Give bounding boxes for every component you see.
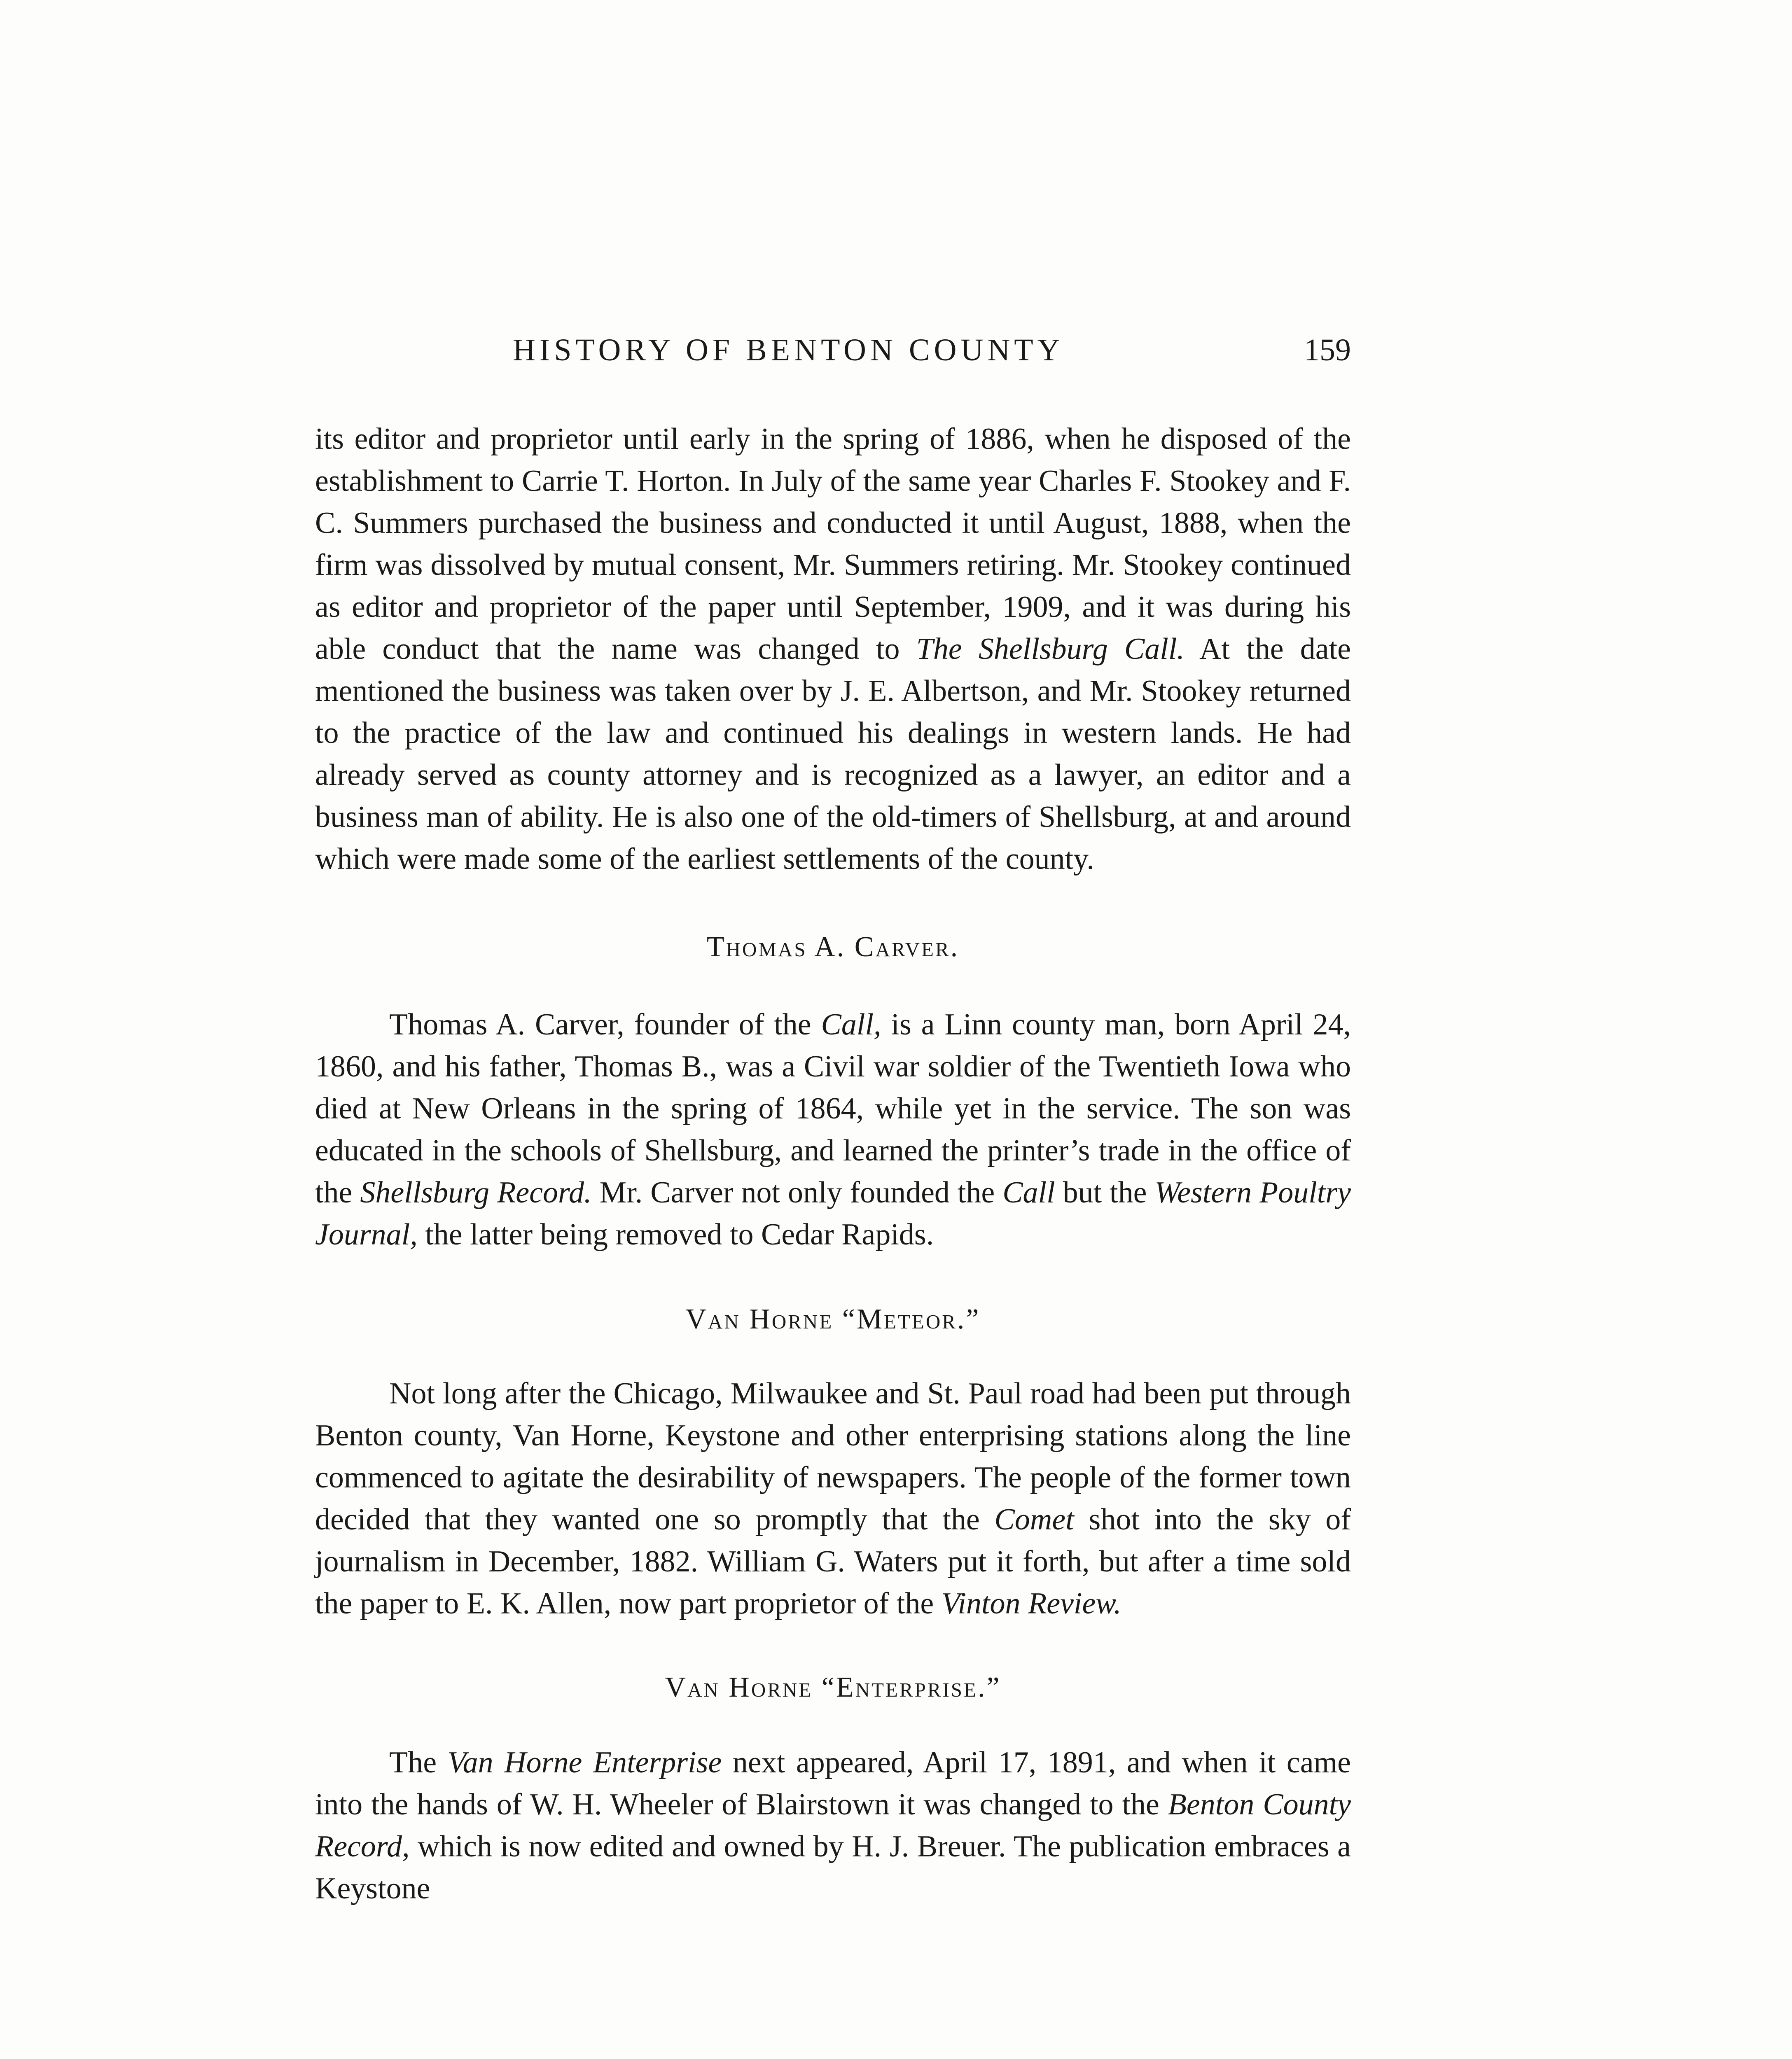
newspaper-title: Vinton Review. [941,1587,1121,1620]
paragraph-van-horne-enterprise [315,1742,1351,1910]
paragraph-thomas-carver [315,1004,1351,1256]
section-heading-van-horne-meteor: Van Horne “Meteor.” [685,1303,981,1335]
newspaper-title: Call [1002,1176,1055,1209]
newspaper-title: Benton County Record, [315,1788,1351,1863]
text-run: Mr. Carver not only founded the [591,1176,1003,1209]
running-title: HISTORY OF BENTON COUNTY [513,333,1064,367]
newspaper-title: Van Horne Enterprise [447,1746,722,1779]
text-run: its editor and proprietor until early in the spring of 1886, when he disposed of the establishment to Carrie T. Horton. In July of the same year Charles F. Stookey and F. C. Summers purchased the business and conducted it until August, 1888, when the firm was dissolved by mutual consent, Mr. Summers retiring. Mr. Stookey continued as editor and proprietor of the paper until September, 1909, and it was during his able conduct that the name was changed to [315,422,1351,666]
text-run: The [389,1746,448,1779]
section-heading-thomas-carver: Thomas A. Carver. [706,931,960,963]
newspaper-title: Call, [821,1008,881,1041]
section-heading-van-horne-enterprise: Van Horne “Enterprise.” [665,1671,1001,1703]
text-run: which is now edited and owned by H. J. Breuer. The publication embraces a Keystone [315,1830,1351,1905]
text-run: At the date mentioned the business was taken over by J. E. Albertson, and Mr. Stookey returned to the practice of the law and continued his dealings in western lands. He had already served as county attorney and is recognized as a lawyer, an editor and a business man of ability. He is also one of the old-timers of Shellsburg, at and around which were made some of the earliest settlements of the county. [315,632,1351,876]
paragraph-shellsburg-call [315,418,1351,880]
text-run: Not long after the Chicago, Milwaukee and St. Paul road had been put through Benton county, Van Horne, Keystone and other enterprising stations along the line commenced to agitate the desirability of newspapers. The people of the former town decided that they wanted one so promptly that the [315,1377,1351,1536]
newspaper-title: Comet [994,1503,1074,1536]
text-run: Thomas A. Carver, founder of the [389,1008,821,1041]
running-head [315,329,1351,371]
page-number: 159 [1304,333,1351,367]
text-run: next appeared, April 17, 1891, and when it came into the hands of W. H. Wheeler of Blairstown it was changed to the [315,1746,1351,1821]
text-run: shot into the sky of journalism in December, 1882. William G. Waters put it forth, but after a time sold the paper to E. K. Allen, now part proprietor of the [315,1503,1351,1620]
paragraph-van-horne-meteor [315,1373,1351,1625]
text-run: but the [1055,1176,1155,1209]
body-text [315,418,1351,1910]
newspaper-title: Shellsburg Record. [360,1176,592,1209]
text-run: is a Linn county man, born April 24, 1860, and his father, Thomas B., was a Civil war soldier of the Twentieth Iowa who died at New Orleans in the spring of 1864, while yet in the service. The son was educated in the schools of Shellsburg, and learned the printer’s trade in the office of the [315,1008,1351,1209]
text-run: the latter being removed to Cedar Rapids. [417,1218,934,1251]
newspaper-title: Western Poultry Journal, [315,1176,1351,1251]
newspaper-title: The Shellsburg Call. [916,632,1185,666]
